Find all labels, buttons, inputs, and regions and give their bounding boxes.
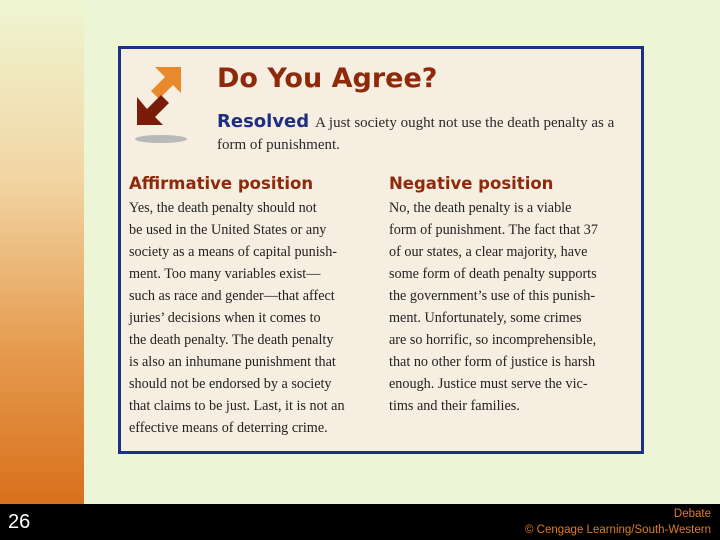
resolved-statement: [217, 111, 627, 156]
affirmative-heading: Affirmative position: [129, 174, 314, 193]
affirmative-text: [129, 197, 369, 439]
opposing-arrows-icon: [131, 61, 189, 145]
text-line: such as race and gender—that affect: [129, 288, 335, 304]
text-line: tims and their families.: [389, 398, 520, 414]
text-line: the government’s use of this punish-: [389, 288, 596, 304]
resolved-line: A just society ought not use the death penalty as a: [315, 115, 615, 131]
text-line: that claims to be just. Last, it is not an: [129, 398, 345, 414]
text-line: ment. Too many variables exist—: [129, 266, 321, 282]
text-line: Yes, the death penalty should not: [129, 200, 317, 216]
text-line: society as a means of capital punish-: [129, 244, 338, 260]
footer-copyright: © Cengage Learning/South-Western: [525, 524, 711, 536]
text-line: of our states, a clear majority, have: [389, 244, 588, 260]
debate-panel: [118, 46, 644, 454]
text-line: form of punishment. The fact that 37: [389, 222, 598, 238]
resolved-label: Resolved: [217, 111, 310, 132]
negative-heading: Negative position: [389, 174, 554, 193]
text-line: be used in the United States or any: [129, 222, 327, 238]
text-line: No, the death penalty is a viable: [389, 200, 572, 216]
left-gradient-bar: [0, 0, 84, 504]
footer-credit: [525, 506, 711, 538]
resolved-line: form of punishment.: [217, 137, 340, 153]
text-line: ment. Unfortunately, some crimes: [389, 310, 582, 326]
text-line: some form of death penalty supports: [389, 266, 597, 282]
text-line: juries’ decisions when it comes to: [129, 310, 321, 326]
text-line: that no other form of justice is harsh: [389, 354, 596, 370]
negative-text: [389, 197, 629, 417]
page-title: Do You Agree?: [217, 63, 438, 94]
text-line: enough. Justice must serve the vic-: [389, 376, 588, 392]
text-line: is also an inhumane punishment that: [129, 354, 336, 370]
text-line: the death penalty. The death penalty: [129, 332, 334, 348]
text-line: are so horrific, so incomprehensible,: [389, 332, 597, 348]
footer-title: Debate: [673, 508, 711, 520]
text-line: should not be endorsed by a society: [129, 376, 332, 392]
text-line: effective means of deterring crime.: [129, 420, 328, 436]
slide-number: 26: [8, 511, 31, 533]
